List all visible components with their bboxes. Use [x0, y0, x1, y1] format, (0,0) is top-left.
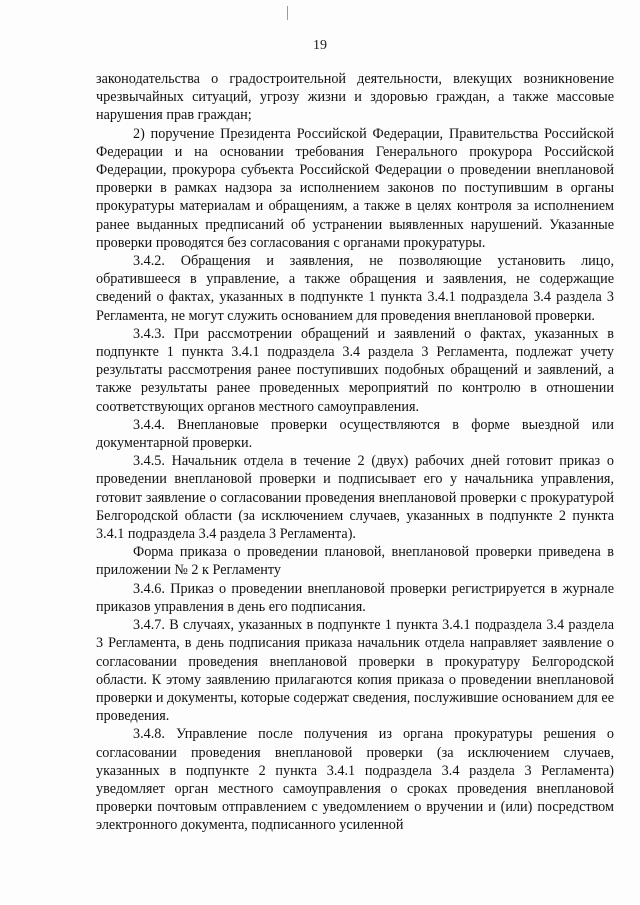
paragraph-3-4-6: 3.4.6. Приказ о проведении внеплановой проверки регистрируется в журнале приказов управления в день его подписания. — [96, 580, 614, 615]
paragraph-3-4-5: 3.4.5. Начальник отдела в течение 2 (двух) рабочих дней готовит приказ о проведении внеплановой проверки и подписывает его у начальника управления, готовит заявление о согласовании проведения внеплановой проверки с прокуратурой Белгородской области (за исключением случаев, указанных в подпункте 2 пункта 3.4.1 подраздела 3.4 раздела 3 Регламента). — [96, 453, 614, 543]
scan-mark — [287, 6, 288, 20]
paragraph-continuation: законодательства о градостроительной деятельности, влекущих возникновение чрезвычайных ситуаций, угрозу жизни и здоровью граждан, а также массовые нарушения прав граждан; — [96, 71, 614, 124]
paragraph-3-4-4: 3.4.4. Внеплановые проверки осуществляются в форме выездной или документарной проверки. — [96, 416, 614, 452]
page-number: 19 — [313, 38, 327, 53]
paragraph-item-2: 2) поручение Президента Российской Федерации, Правительства Российской Федерации и на основании требования Генерального прокурора Российской Федерации, прокурора субъекта Российской Федерации о проведении внеплановой проверки в рамках надзора за исполнением законов по поступившим в органы прокуратуры материалам и обращениям, а также в целях контроля за исполнением ранее выданных предписаний об устранении выявленных нарушений. Указанные проверки проводятся без согласования с органами прокуратуры. — [96, 125, 614, 251]
document-body — [96, 70, 614, 835]
paragraph-3-4-8: 3.4.8. Управление после получения из органа прокуратуры решения о согласовании проведения внеплановой проверки (за исключением случаев, указанных в подпункте 2 пункта 3.4.1 подраздела 3.4 раздела 3 Регламента) уведомляет орган местного самоуправления о сроках проведения внеплановой проверки почтовым отправлением с уведомлением о вручении и (или) посредством электронного документа, подписанного усиленной — [96, 726, 614, 834]
paragraph-3-4-7: 3.4.7. В случаях, указанных в подпункте 1 пункта 3.4.1 подраздела 3.4 раздела 3 Регламента, в день подписания приказа начальник отдела направляет заявление о согласовании проведения внеплановой проверки в прокуратуру Белгородской области. К этому заявлению прилагаются копия приказа о проведении внеплановой проверки и документы, которые содержат сведения, послужившие основанием для ее проведения. — [96, 617, 614, 725]
paragraph-3-4-3: 3.4.3. При рассмотрении обращений и заявлений о фактах, указанных в подпункте 1 пункта 3.4.1 подраздела 3.4 раздела 3 Регламента, подлежат учету результаты рассмотрения ранее поступивших подобных обращений и заявлений, а также результаты ранее проведенных мероприятий по контролю в отношении соответствующих органов местного самоуправления. — [96, 325, 614, 415]
paragraph-order-form: Форма приказа о проведении плановой, внеплановой проверки приведена в приложении № 2 к Регламенту — [96, 544, 614, 579]
paragraph-3-4-2: 3.4.2. Обращения и заявления, не позволяющие установить лицо, обратившееся в управление, а также обращения и заявления, не содержащие сведений о фактах, указанных в подпункте 1 пункта 3.4.1 подраздела 3.4 раздела 3 Регламента, не могут служить основанием для проведения внеплановой проверки. — [96, 253, 614, 324]
